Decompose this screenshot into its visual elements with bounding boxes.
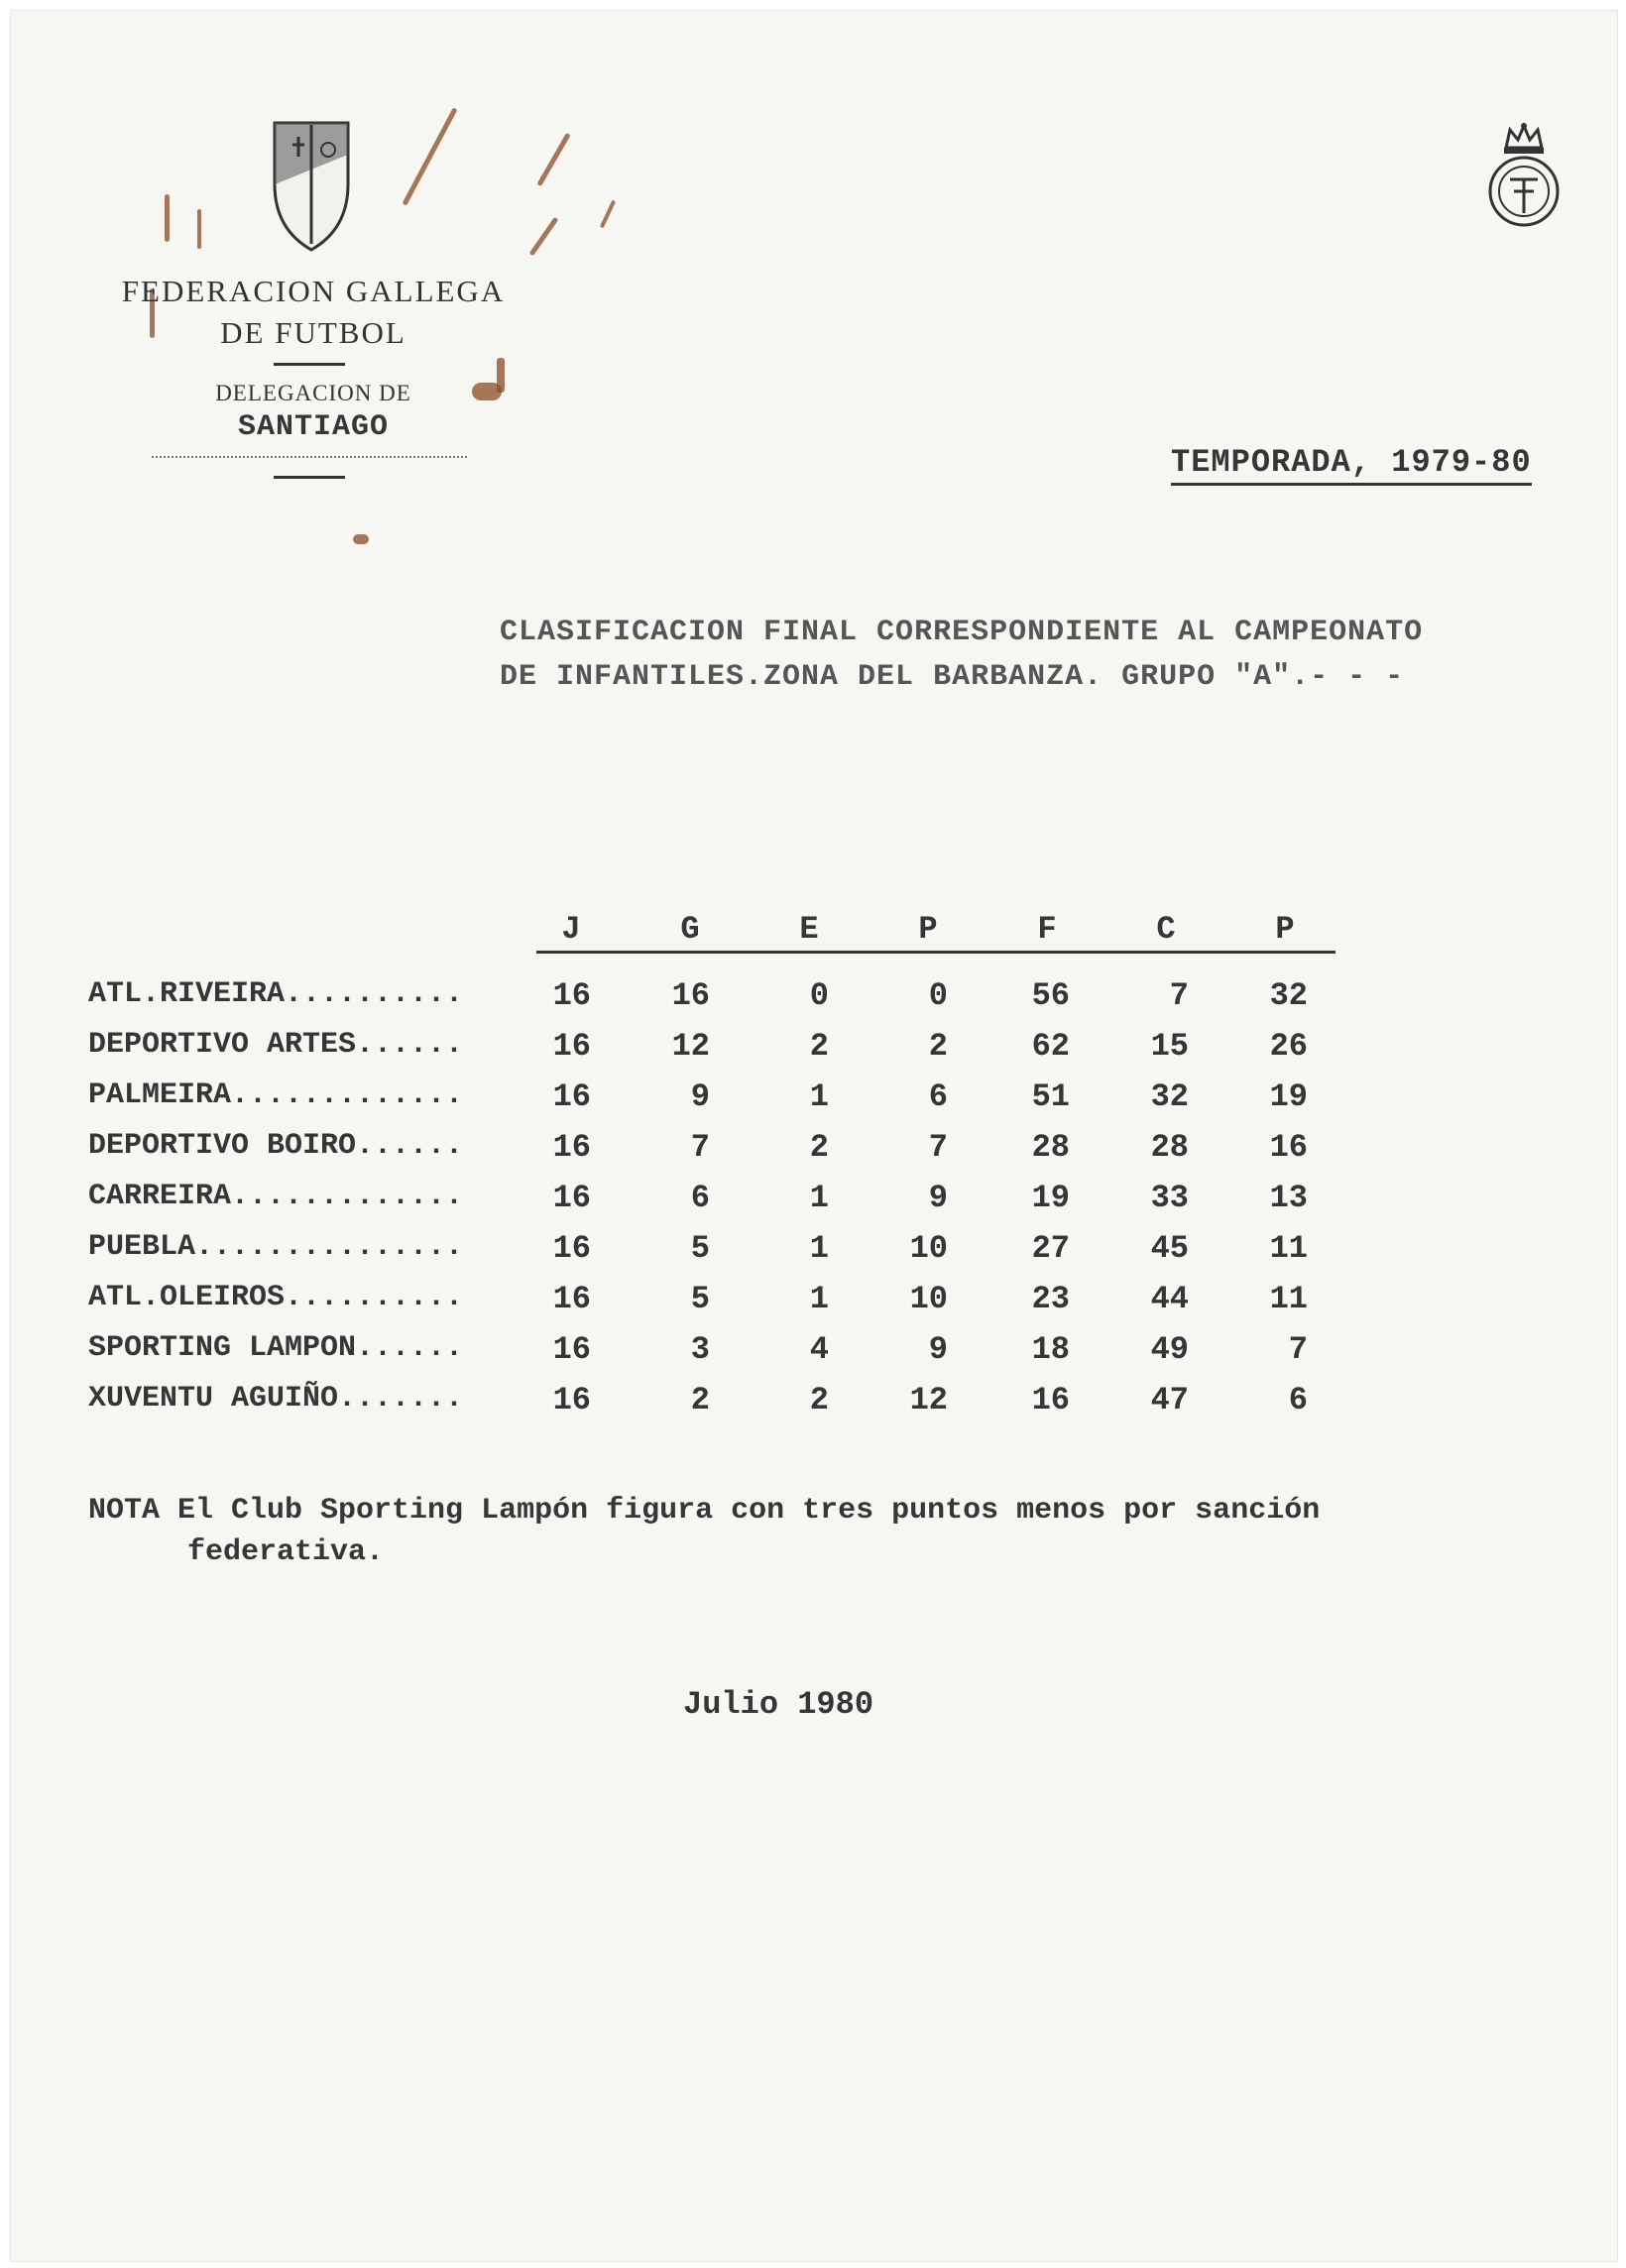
stat-cell-pts: 7	[1288, 1331, 1308, 1368]
heading-line2: DE INFANTILES.ZONA DEL BARBANZA. GRUPO "A".- - -	[500, 660, 1405, 694]
team-name: DEPORTIVO ARTES......	[88, 1028, 464, 1062]
column-header-c: C	[1156, 911, 1176, 948]
stat-cell-f: 19	[1031, 1180, 1070, 1216]
stat-cell-p: 6	[928, 1078, 948, 1115]
stat-cell-e: 4	[809, 1331, 829, 1368]
stat-cell-f: 23	[1031, 1281, 1070, 1317]
team-name: PALMEIRA.............	[88, 1078, 464, 1112]
stat-cell-g: 16	[671, 977, 710, 1014]
stat-cell-f: 27	[1031, 1230, 1070, 1267]
stat-cell-j: 16	[552, 977, 591, 1014]
column-header-p: P	[918, 911, 938, 948]
document-date: Julio 1980	[683, 1686, 874, 1723]
note-text: NOTA El Club Sporting Lampón figura con tres puntos menos por sanción	[88, 1494, 1321, 1528]
stat-cell-e: 1	[809, 1078, 829, 1115]
stat-cell-p: 10	[909, 1230, 948, 1267]
stat-cell-p: 7	[928, 1129, 948, 1166]
letterhead-rule-bottom	[274, 476, 345, 479]
stat-cell-g: 5	[690, 1281, 710, 1317]
stat-cell-e: 1	[809, 1281, 829, 1317]
stat-cell-f: 18	[1031, 1331, 1070, 1368]
header-underline	[536, 951, 1336, 954]
stat-cell-e: 1	[809, 1180, 829, 1216]
stat-cell-pts: 13	[1269, 1180, 1308, 1216]
stat-cell-j: 16	[552, 1382, 591, 1418]
stat-cell-e: 1	[809, 1230, 829, 1267]
delegation-dotted-line	[152, 456, 467, 458]
stat-cell-pts: 19	[1269, 1078, 1308, 1115]
stat-cell-c: 7	[1169, 977, 1189, 1014]
stat-cell-g: 7	[690, 1129, 710, 1166]
column-header-e: E	[799, 911, 819, 948]
stat-cell-c: 33	[1150, 1180, 1189, 1216]
column-header-pts: P	[1275, 911, 1295, 948]
column-header-j: J	[561, 911, 581, 948]
stat-cell-g: 12	[671, 1028, 710, 1065]
stat-cell-j: 16	[552, 1028, 591, 1065]
stat-cell-f: 28	[1031, 1129, 1070, 1166]
letterhead-rule	[274, 363, 345, 366]
stat-cell-g: 5	[690, 1230, 710, 1267]
rust-stain	[165, 194, 170, 242]
column-header-f: F	[1037, 911, 1057, 948]
stat-cell-c: 15	[1150, 1028, 1189, 1065]
stat-cell-c: 47	[1150, 1382, 1189, 1418]
column-header-g: G	[680, 911, 700, 948]
stat-cell-pts: 11	[1269, 1281, 1308, 1317]
team-name: ATL.OLEIROS..........	[88, 1281, 464, 1314]
delegation-label: DELEGACION DE	[215, 381, 411, 405]
stat-cell-g: 2	[690, 1382, 710, 1418]
stat-cell-pts: 11	[1269, 1230, 1308, 1267]
stat-cell-e: 0	[809, 977, 829, 1014]
rust-stain	[529, 217, 559, 257]
stat-cell-c: 44	[1150, 1281, 1189, 1317]
stat-cell-c: 28	[1150, 1129, 1189, 1166]
federation-line2: DE FUTBOL	[220, 315, 406, 350]
stat-cell-j: 16	[552, 1331, 591, 1368]
stat-cell-p: 0	[928, 977, 948, 1014]
document-page	[10, 10, 1618, 2262]
stat-cell-f: 51	[1031, 1078, 1070, 1115]
rust-stain	[197, 209, 201, 249]
stat-cell-p: 10	[909, 1281, 948, 1317]
stat-cell-e: 2	[809, 1382, 829, 1418]
federation-name	[110, 271, 517, 354]
stat-cell-pts: 26	[1269, 1028, 1308, 1065]
rust-stain	[600, 200, 616, 229]
classification-heading	[500, 611, 1511, 700]
stat-cell-c: 45	[1150, 1230, 1189, 1267]
team-name: CARREIRA.............	[88, 1180, 464, 1213]
team-name: ATL.RIVEIRA..........	[88, 977, 464, 1011]
stat-cell-j: 16	[552, 1078, 591, 1115]
stat-cell-c: 49	[1150, 1331, 1189, 1368]
heading-line1: CLASIFICACION FINAL CORRESPONDIENTE AL CAMPEONATO	[500, 616, 1424, 649]
stat-cell-j: 16	[552, 1180, 591, 1216]
note-text-continued: federativa.	[187, 1535, 385, 1569]
stat-cell-e: 2	[809, 1028, 829, 1065]
team-name: PUEBLA...............	[88, 1230, 464, 1264]
stat-cell-p: 12	[909, 1382, 948, 1418]
stat-cell-pts: 6	[1288, 1382, 1308, 1418]
crown-emblem-icon	[1486, 118, 1562, 233]
stat-cell-g: 9	[690, 1078, 710, 1115]
stat-cell-c: 32	[1150, 1078, 1189, 1115]
team-name: SPORTING LAMPON......	[88, 1331, 464, 1365]
team-name: XUVENTU AGUIÑO.......	[88, 1382, 464, 1416]
stat-cell-g: 3	[690, 1331, 710, 1368]
stat-cell-g: 6	[690, 1180, 710, 1216]
stat-cell-p: 2	[928, 1028, 948, 1065]
stat-cell-j: 16	[552, 1281, 591, 1317]
stat-cell-f: 16	[1031, 1382, 1070, 1418]
stat-cell-p: 9	[928, 1180, 948, 1216]
season-label: TEMPORADA, 1979-80	[1171, 444, 1532, 486]
federation-line1: FEDERACION GALLEGA	[121, 274, 506, 308]
stat-cell-f: 62	[1031, 1028, 1070, 1065]
rust-stain	[353, 534, 369, 544]
stat-cell-f: 56	[1031, 977, 1070, 1014]
stat-cell-pts: 32	[1269, 977, 1308, 1014]
stat-cell-e: 2	[809, 1129, 829, 1166]
rust-stain	[402, 107, 457, 205]
stat-cell-p: 9	[928, 1331, 948, 1368]
stat-cell-j: 16	[552, 1129, 591, 1166]
stat-cell-j: 16	[552, 1230, 591, 1267]
rust-stain	[536, 133, 570, 186]
stat-cell-pts: 16	[1269, 1129, 1308, 1166]
team-name: DEPORTIVO BOIRO......	[88, 1129, 464, 1163]
delegation-city: SANTIAGO	[237, 410, 390, 444]
federation-shield-icon	[271, 115, 352, 254]
